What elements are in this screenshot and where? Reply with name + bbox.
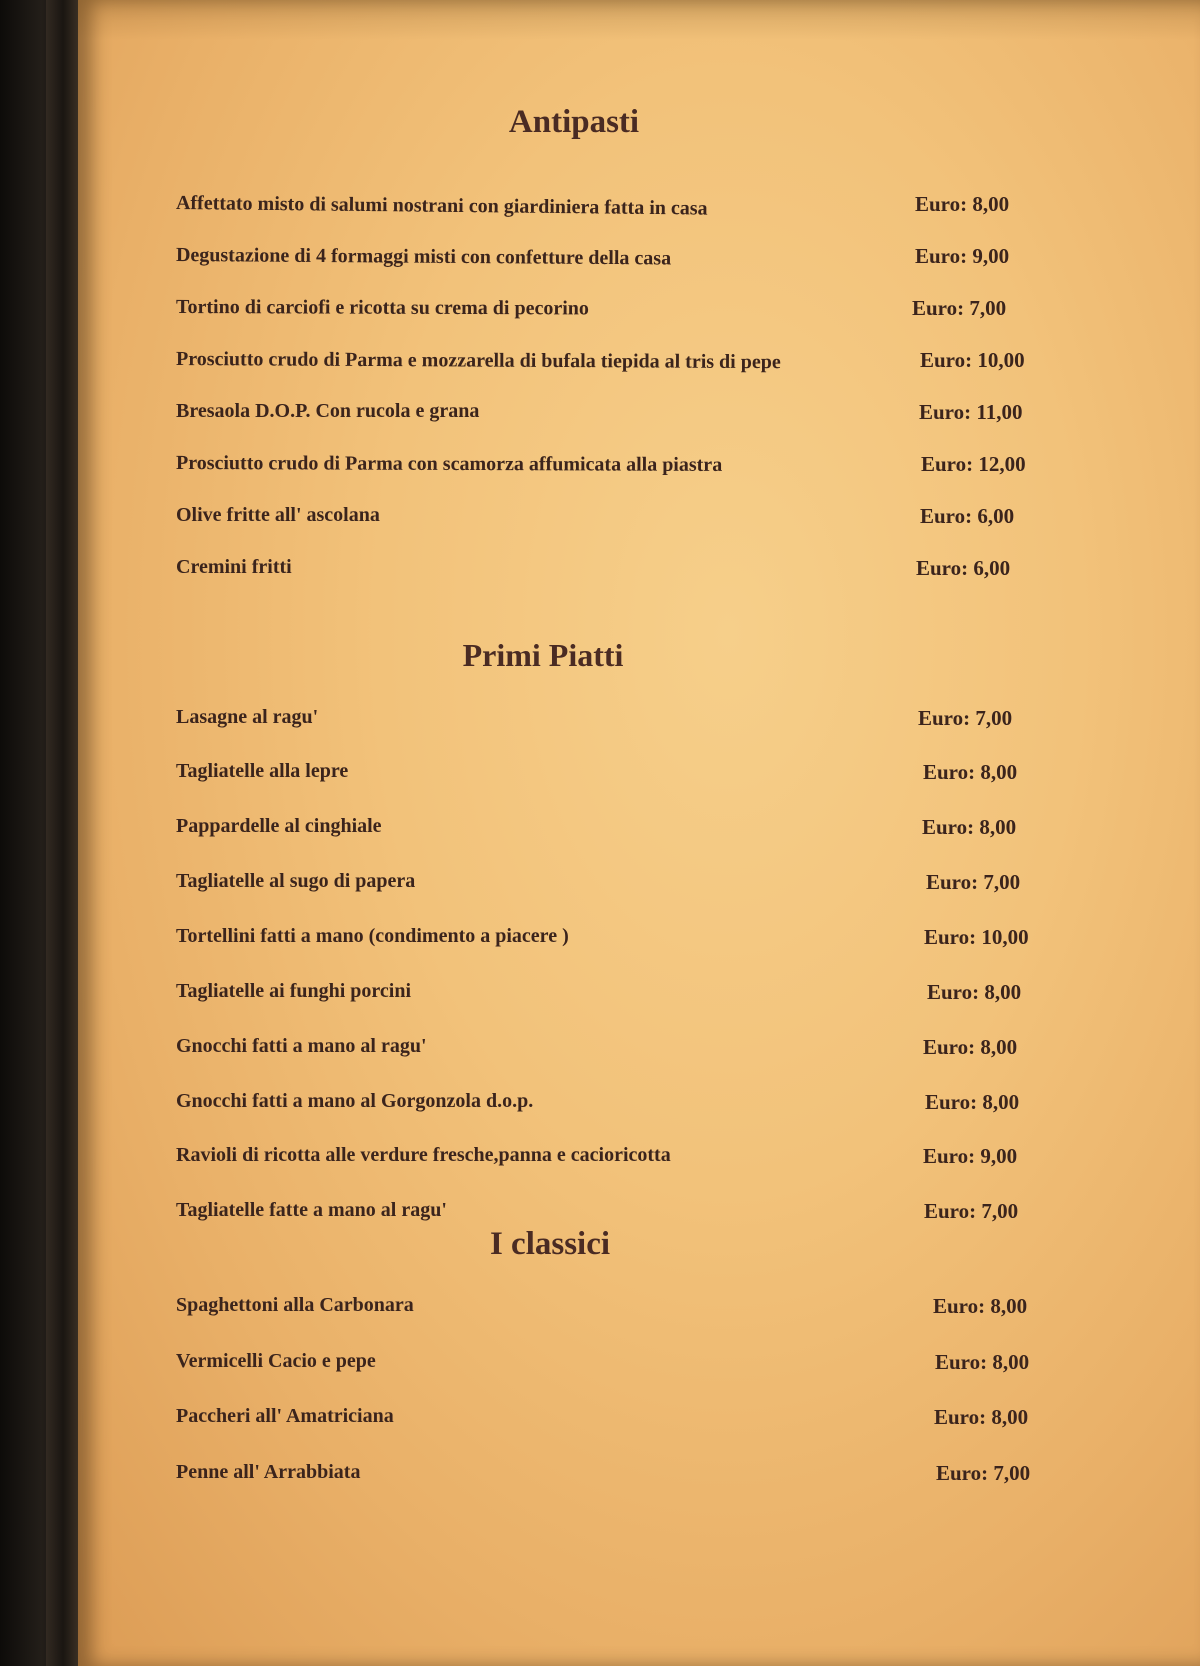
menu-item-price: Euro: 6,00 [916, 556, 1011, 580]
menu-item-name: Gnocchi fatti a mano al ragu' [176, 1035, 427, 1057]
menu-item [176, 296, 1076, 326]
menu-item-name: Bresaola D.O.P. Con rucola e grana [176, 400, 480, 422]
section-title-i-classici: I classici [489, 1226, 611, 1262]
menu-item-price: Euro: 7,00 [912, 296, 1007, 320]
menu-item-name: Spaghettoni alla Carbonara [176, 1294, 414, 1316]
menu-item-price: Euro: 9,00 [915, 244, 1010, 268]
menu-item-name: Tortellini fatti a mano (condimento a piacere ) [176, 925, 569, 947]
menu-item [176, 1461, 1076, 1491]
menu-item [176, 504, 1076, 534]
menu-item-name: Tortino di carciofi e ricotta su crema di pecorino [175, 296, 589, 320]
menu-item-price: Euro: 11,00 [919, 400, 1023, 424]
section-title-primi-piatti: Primi Piatti [462, 637, 624, 673]
menu-binder-spine [46, 0, 80, 1666]
menu-item-price: Euro: 8,00 [923, 1035, 1018, 1059]
page-shadow [78, 0, 1200, 40]
menu-item-price: Euro: 10,00 [924, 925, 1029, 949]
menu-item-name: Prosciutto crudo di Parma e mozzarella di bufala tiepida al tris di pepe [175, 348, 781, 374]
menu-item-price: Euro: 8,00 [933, 1294, 1028, 1318]
menu-item-price: Euro: 7,00 [918, 706, 1013, 730]
menu-item [176, 1035, 1076, 1065]
menu-item [176, 244, 1076, 274]
menu-item [176, 1144, 1076, 1174]
menu-item-price: Euro: 8,00 [934, 1405, 1029, 1429]
menu-item-price: Euro: 10,00 [920, 348, 1025, 372]
menu-item-name: Penne all' Arrabbiata [176, 1461, 361, 1483]
menu-item-name: Cremini fritti [176, 556, 292, 578]
menu-item-price: Euro: 7,00 [924, 1199, 1019, 1223]
menu-item [176, 760, 1076, 790]
menu-item [176, 870, 1076, 900]
menu-item-price: Euro: 8,00 [935, 1350, 1030, 1374]
menu-item-name: Ravioli di ricotta alle verdure fresche,panna e cacioricotta [176, 1144, 671, 1166]
menu-item-price: Euro: 12,00 [921, 452, 1026, 476]
menu-item-name: Degustazione di 4 formaggi misti con confetture della casa [175, 244, 672, 270]
menu-item [176, 452, 1076, 482]
menu-item [176, 400, 1076, 430]
menu-item-name: Tagliatelle al sugo di papera [176, 870, 416, 892]
menu-item-price: Euro: 9,00 [923, 1144, 1018, 1168]
section-title-antipasti: Antipasti [508, 104, 640, 140]
menu-item-price: Euro: 8,00 [923, 760, 1018, 784]
menu-item-name: Prosciutto crudo di Parma con scamorza affumicata alla piastra [175, 452, 723, 476]
menu-item [176, 980, 1076, 1010]
menu-item [176, 1090, 1076, 1120]
menu-item [176, 348, 1076, 378]
menu-item [176, 1405, 1076, 1435]
menu-item [176, 1294, 1076, 1324]
menu-item-price: Euro: 8,00 [915, 192, 1010, 216]
menu-item [176, 925, 1076, 955]
menu-item-name: Lasagne al ragu' [176, 706, 319, 728]
menu-item-name: Tagliatelle alla lepre [176, 760, 349, 782]
menu-item-name: Vermicelli Cacio e pepe [176, 1350, 376, 1372]
menu-item [176, 556, 1076, 586]
menu-item-name: Affettato misto di salumi nostrani con giardiniera fatta in casa [175, 192, 708, 220]
menu-item-name: Tagliatelle fatte a mano al ragu' [176, 1199, 447, 1221]
menu-item [176, 1350, 1076, 1380]
menu-item-price: Euro: 6,00 [920, 504, 1015, 528]
menu-item [176, 815, 1076, 845]
menu-item-price: Euro: 8,00 [922, 815, 1017, 839]
menu-item [176, 192, 1076, 222]
menu-item-price: Euro: 8,00 [925, 1090, 1020, 1114]
menu-item-price: Euro: 7,00 [936, 1461, 1031, 1485]
menu-item [176, 1199, 1076, 1229]
menu-item-name: Pappardelle al cinghiale [176, 815, 382, 837]
menu-item-price: Euro: 8,00 [927, 980, 1022, 1004]
menu-item-name: Olive fritte all' ascolana [176, 504, 380, 526]
menu-item-price: Euro: 7,00 [926, 870, 1021, 894]
menu-item-name: Gnocchi fatti a mano al Gorgonzola d.o.p. [176, 1090, 534, 1112]
menu-item [176, 706, 1076, 736]
menu-item-name: Paccheri all' Amatriciana [176, 1405, 394, 1427]
menu-item-name: Tagliatelle ai funghi porcini [176, 980, 412, 1002]
